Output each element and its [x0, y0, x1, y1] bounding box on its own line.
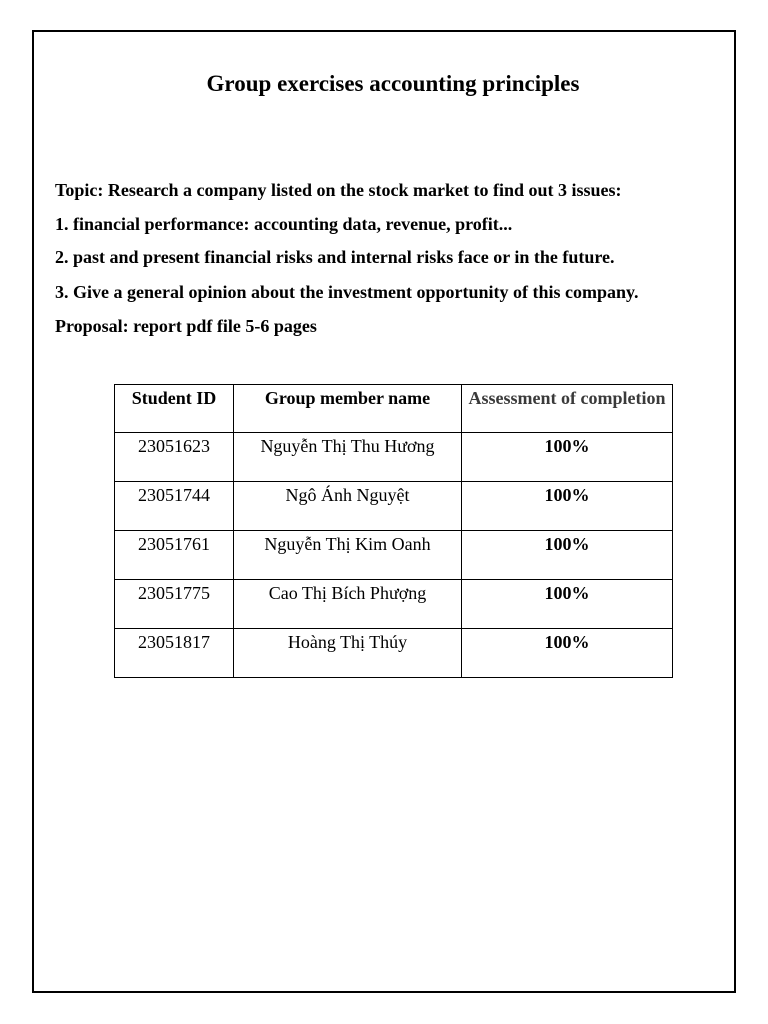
- proposal-line: Proposal: report pdf file 5-6 pages: [55, 316, 317, 336]
- member-name-cell: Ngô Ánh Nguyệt: [234, 482, 462, 531]
- assessment-cell: 100%: [462, 433, 673, 482]
- student-id-cell: 23051817: [115, 629, 234, 678]
- header-student-id: Student ID: [115, 385, 234, 433]
- member-name-cell: Hoàng Thị Thúy: [234, 629, 462, 678]
- table-row: [115, 482, 673, 531]
- issue-2-line: 2. past and present financial risks and internal risks face or in the future.: [55, 247, 615, 267]
- table-header-row: [115, 385, 673, 433]
- member-name-cell: Cao Thị Bích Phượng: [234, 580, 462, 629]
- member-name-cell: Nguyễn Thị Kim Oanh: [234, 531, 462, 580]
- assessment-cell: 100%: [462, 580, 673, 629]
- assessment-cell: 100%: [462, 482, 673, 531]
- members-table: [114, 384, 673, 678]
- header-assessment: Assessment of completion: [462, 385, 673, 433]
- topic-line: Topic: Research a company listed on the stock market to find out 3 issues:: [55, 180, 622, 200]
- issue-3-line: 3. Give a general opinion about the investment opportunity of this company.: [55, 282, 639, 302]
- table-row: [115, 580, 673, 629]
- student-id-cell: 23051744: [115, 482, 234, 531]
- student-id-cell: 23051761: [115, 531, 234, 580]
- assessment-cell: 100%: [462, 531, 673, 580]
- header-member-name: Group member name: [234, 385, 462, 433]
- assessment-cell: 100%: [462, 629, 673, 678]
- issue-1-line: 1. financial performance: accounting data, revenue, profit...: [55, 214, 513, 234]
- table-row: [115, 531, 673, 580]
- document-title: Group exercises accounting principles: [206, 71, 580, 96]
- table-row: [115, 433, 673, 482]
- member-name-cell: Nguyễn Thị Thu Hương: [234, 433, 462, 482]
- student-id-cell: 23051775: [115, 580, 234, 629]
- student-id-cell: 23051623: [115, 433, 234, 482]
- table-row: [115, 629, 673, 678]
